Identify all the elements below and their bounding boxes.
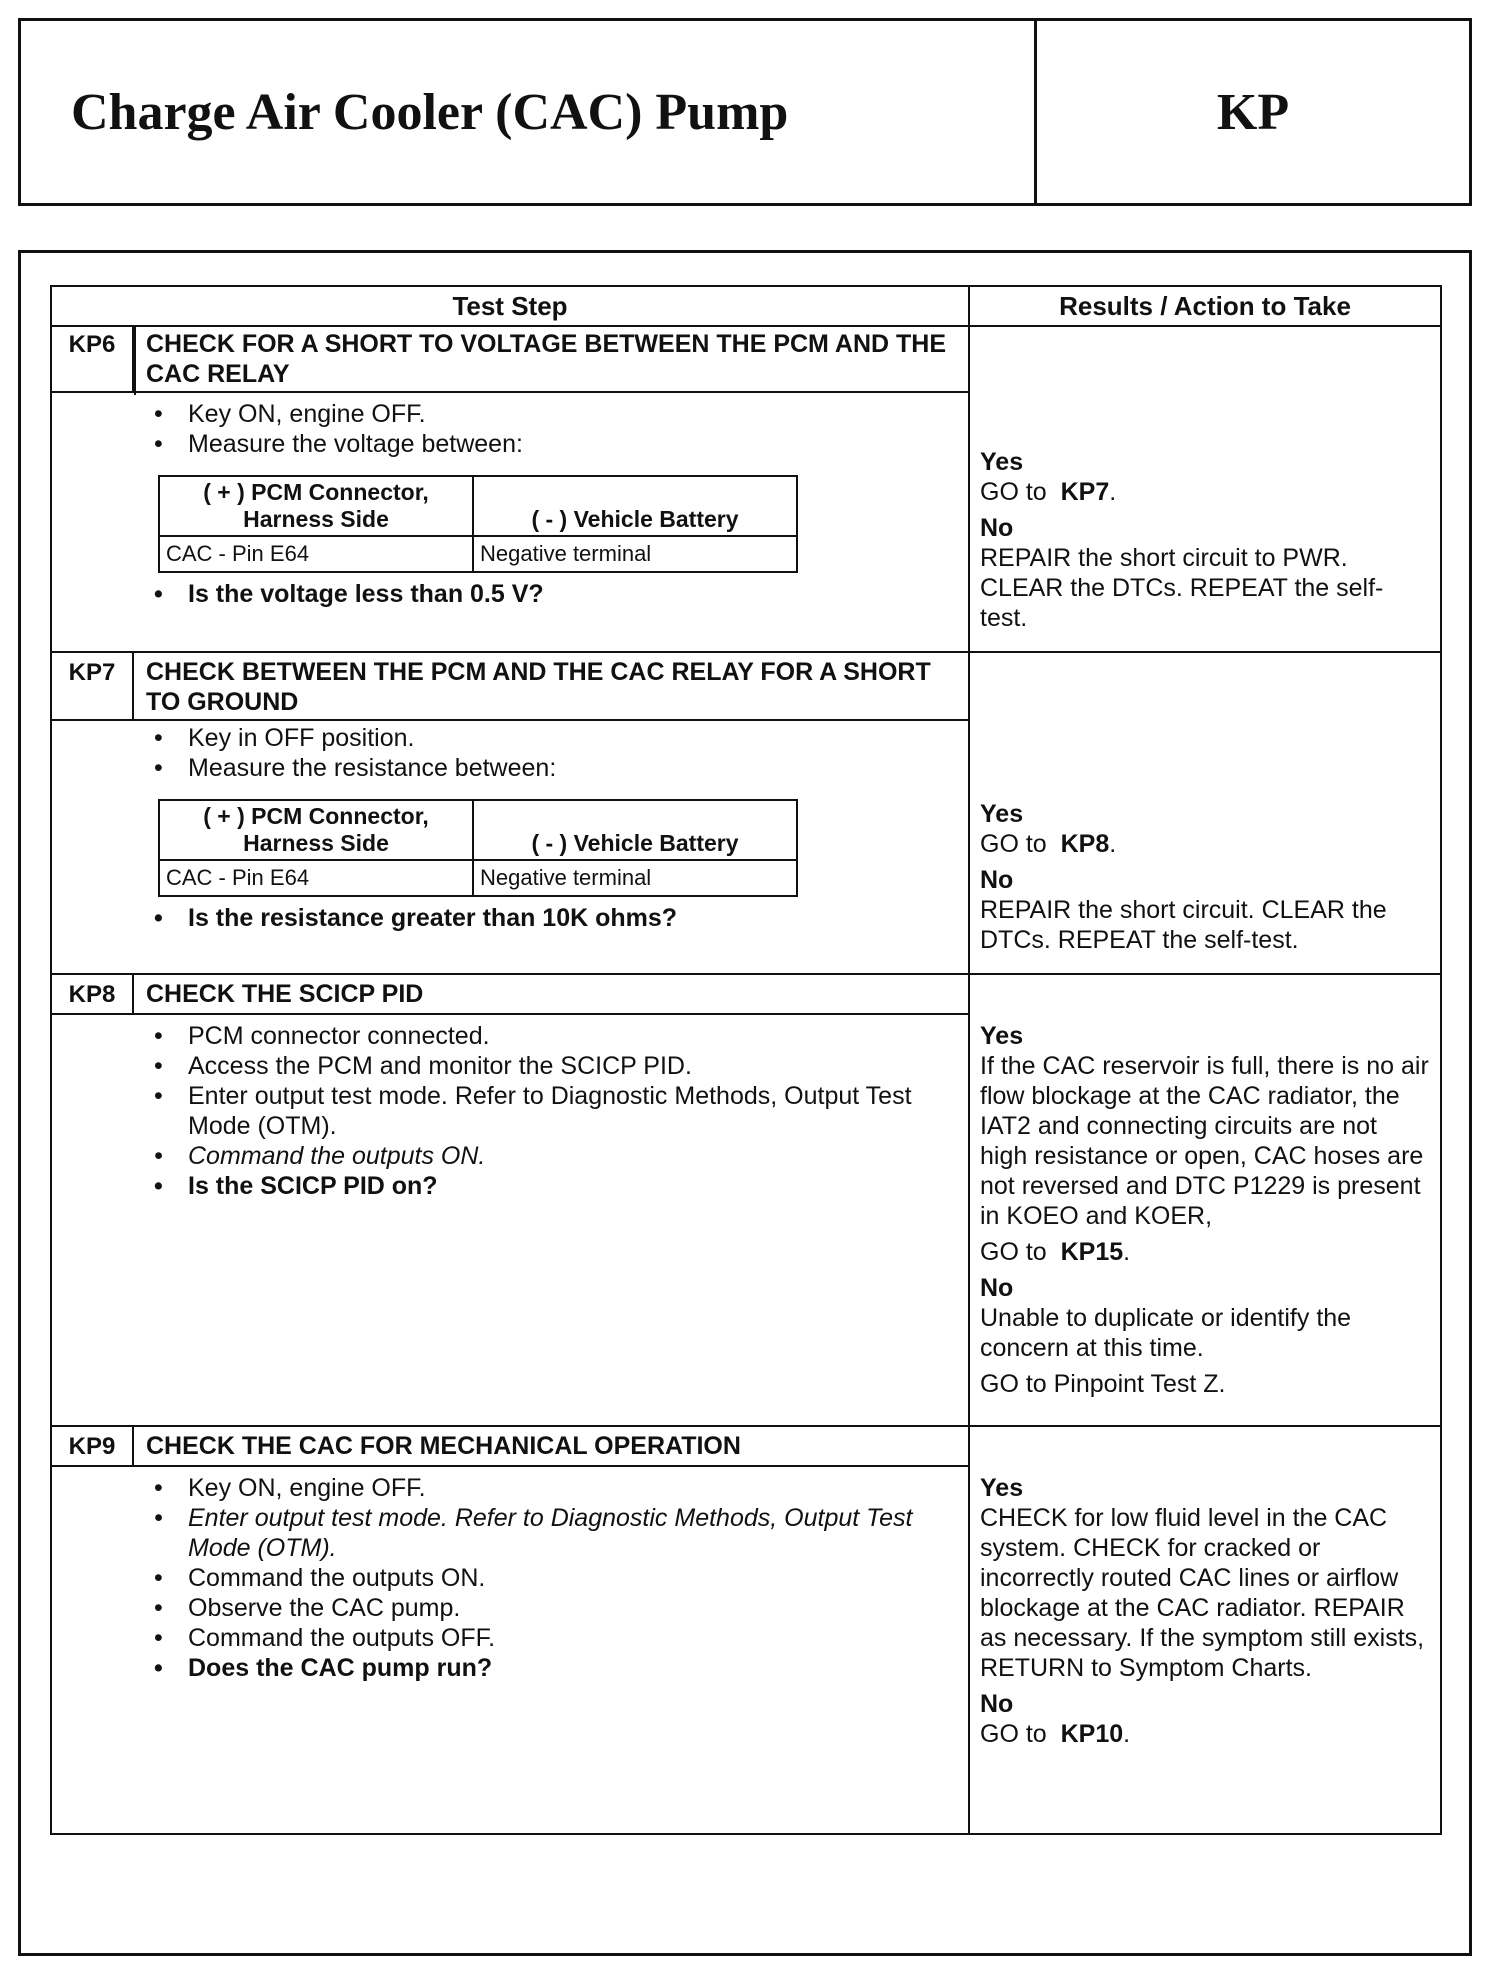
row-divider	[970, 1425, 1440, 1427]
results-column	[970, 287, 1440, 1833]
kp7-results	[970, 799, 1440, 955]
step-title: CHECK BETWEEN THE PCM AND THE CAC RELAY FOR A SHORT TO GROUND	[146, 658, 931, 716]
step-id: KP7	[52, 653, 134, 719]
step-kp7-header	[52, 651, 968, 721]
connector-cell-2: Negative terminal	[473, 536, 797, 572]
test-table	[50, 285, 1442, 1835]
test-step-column	[52, 287, 970, 1833]
list-item: • Enter output test mode. Refer to Diagnostic Methods, Output Test Mode (OTM).	[144, 1503, 958, 1563]
list-item: • Key ON, engine OFF.	[144, 399, 958, 429]
list-item: • Command the outputs OFF.	[144, 1623, 958, 1653]
row-divider	[970, 651, 1440, 653]
no-action: GO to KP10.	[980, 1720, 1131, 1748]
list-item: • Measure the resistance between:	[144, 753, 958, 783]
list-item: • Command the outputs ON.	[144, 1141, 958, 1171]
step-question: • Is the voltage less than 0.5 V?	[144, 579, 958, 609]
connector-cell-2: Negative terminal	[473, 860, 797, 896]
row-divider	[970, 973, 1440, 975]
no-action: REPAIR the short circuit to PWR. CLEAR the DTCs. REPEAT the self-test.	[980, 544, 1384, 632]
yes-action: GO to KP7.	[980, 478, 1117, 506]
step-question: • Is the resistance greater than 10K ohms?	[144, 903, 958, 933]
connector-col-2: ( - ) Vehicle Battery	[473, 476, 797, 536]
list-item: • Key in OFF position.	[144, 723, 958, 753]
connector-cell-1: CAC - Pin E64	[159, 860, 473, 896]
connector-col-1: ( + ) PCM Connector, Harness Side	[159, 800, 473, 860]
step-id: KP9	[52, 1427, 134, 1465]
step-kp6-body	[134, 399, 968, 609]
connector-col-1: ( + ) PCM Connector, Harness Side	[159, 476, 473, 536]
list-item: • Access the PCM and monitor the SCICP PID.	[144, 1051, 958, 1081]
page-header	[18, 18, 1472, 206]
list-item: • Enter output test mode. Refer to Diagnostic Methods, Output Test Mode (OTM).	[144, 1081, 958, 1141]
step-kp6-header	[52, 325, 968, 393]
list-item: • Measure the voltage between:	[144, 429, 958, 459]
step-question: • Does the CAC pump run?	[144, 1653, 958, 1683]
yes-label: Yes	[980, 800, 1024, 828]
connector-cell-1: CAC - Pin E64	[159, 536, 473, 572]
kp8-results	[970, 1021, 1440, 1399]
kp9-results	[970, 1473, 1440, 1749]
list-item: • Command the outputs ON.	[144, 1563, 958, 1593]
yes-action: GO to KP15.	[980, 1238, 1131, 1266]
yes-text: If the CAC reservoir is full, there is no air flow blockage at the CAC radiator, the IAT2 and connecting circuits are not high resistance or open, CAC hoses are not reversed and DTC P1229 is present in KOEO and KOER,	[980, 1052, 1429, 1230]
step-title: CHECK THE SCICP PID	[146, 980, 424, 1008]
step-kp9-body	[134, 1473, 968, 1683]
yes-text: CHECK for low fluid level in the CAC system. CHECK for cracked or incorrectly routed CAC lines or airflow blockage at the CAC radiator. REPAIR as necessary. If the symptom still exists, RETURN to Symptom Charts.	[980, 1504, 1425, 1682]
yes-action: GO to KP8.	[980, 830, 1117, 858]
step-title: CHECK FOR A SHORT TO VOLTAGE BETWEEN THE PCM AND THE CAC RELAY	[146, 330, 946, 388]
page-title: Charge Air Cooler (CAC) Pump	[21, 21, 1037, 203]
connector-table	[158, 799, 798, 897]
connector-table	[158, 475, 798, 573]
list-item: • Key ON, engine OFF.	[144, 1473, 958, 1503]
no-label: No	[980, 866, 1014, 894]
no-label: No	[980, 1690, 1014, 1718]
test-step-header: Test Step	[52, 287, 968, 327]
no-action: REPAIR the short circuit. CLEAR the DTCs. REPEAT the self-test.	[980, 896, 1387, 954]
step-id-divider	[134, 325, 136, 395]
step-kp8-header	[52, 973, 968, 1015]
step-id: KP8	[52, 975, 134, 1013]
no-goto: GO to Pinpoint Test Z.	[980, 1370, 1226, 1398]
step-question: • Is the SCICP PID on?	[144, 1171, 958, 1201]
step-kp9-header	[52, 1425, 968, 1467]
yes-label: Yes	[980, 1474, 1024, 1502]
list-item: • PCM connector connected.	[144, 1021, 958, 1051]
yes-label: Yes	[980, 1022, 1024, 1050]
section-code: KP	[1216, 83, 1290, 141]
list-item: • Observe the CAC pump.	[144, 1593, 958, 1623]
no-label: No	[980, 1274, 1014, 1302]
step-kp7-body	[134, 723, 968, 933]
step-title: CHECK THE CAC FOR MECHANICAL OPERATION	[146, 1432, 741, 1460]
step-kp8-body	[134, 1021, 968, 1201]
step-id: KP6	[52, 325, 134, 391]
kp6-results	[970, 447, 1440, 633]
yes-label: Yes	[980, 448, 1024, 476]
connector-col-2: ( - ) Vehicle Battery	[473, 800, 797, 860]
results-header: Results / Action to Take	[970, 287, 1440, 327]
no-label: No	[980, 514, 1014, 542]
no-action: Unable to duplicate or identify the concern at this time.	[980, 1304, 1352, 1362]
